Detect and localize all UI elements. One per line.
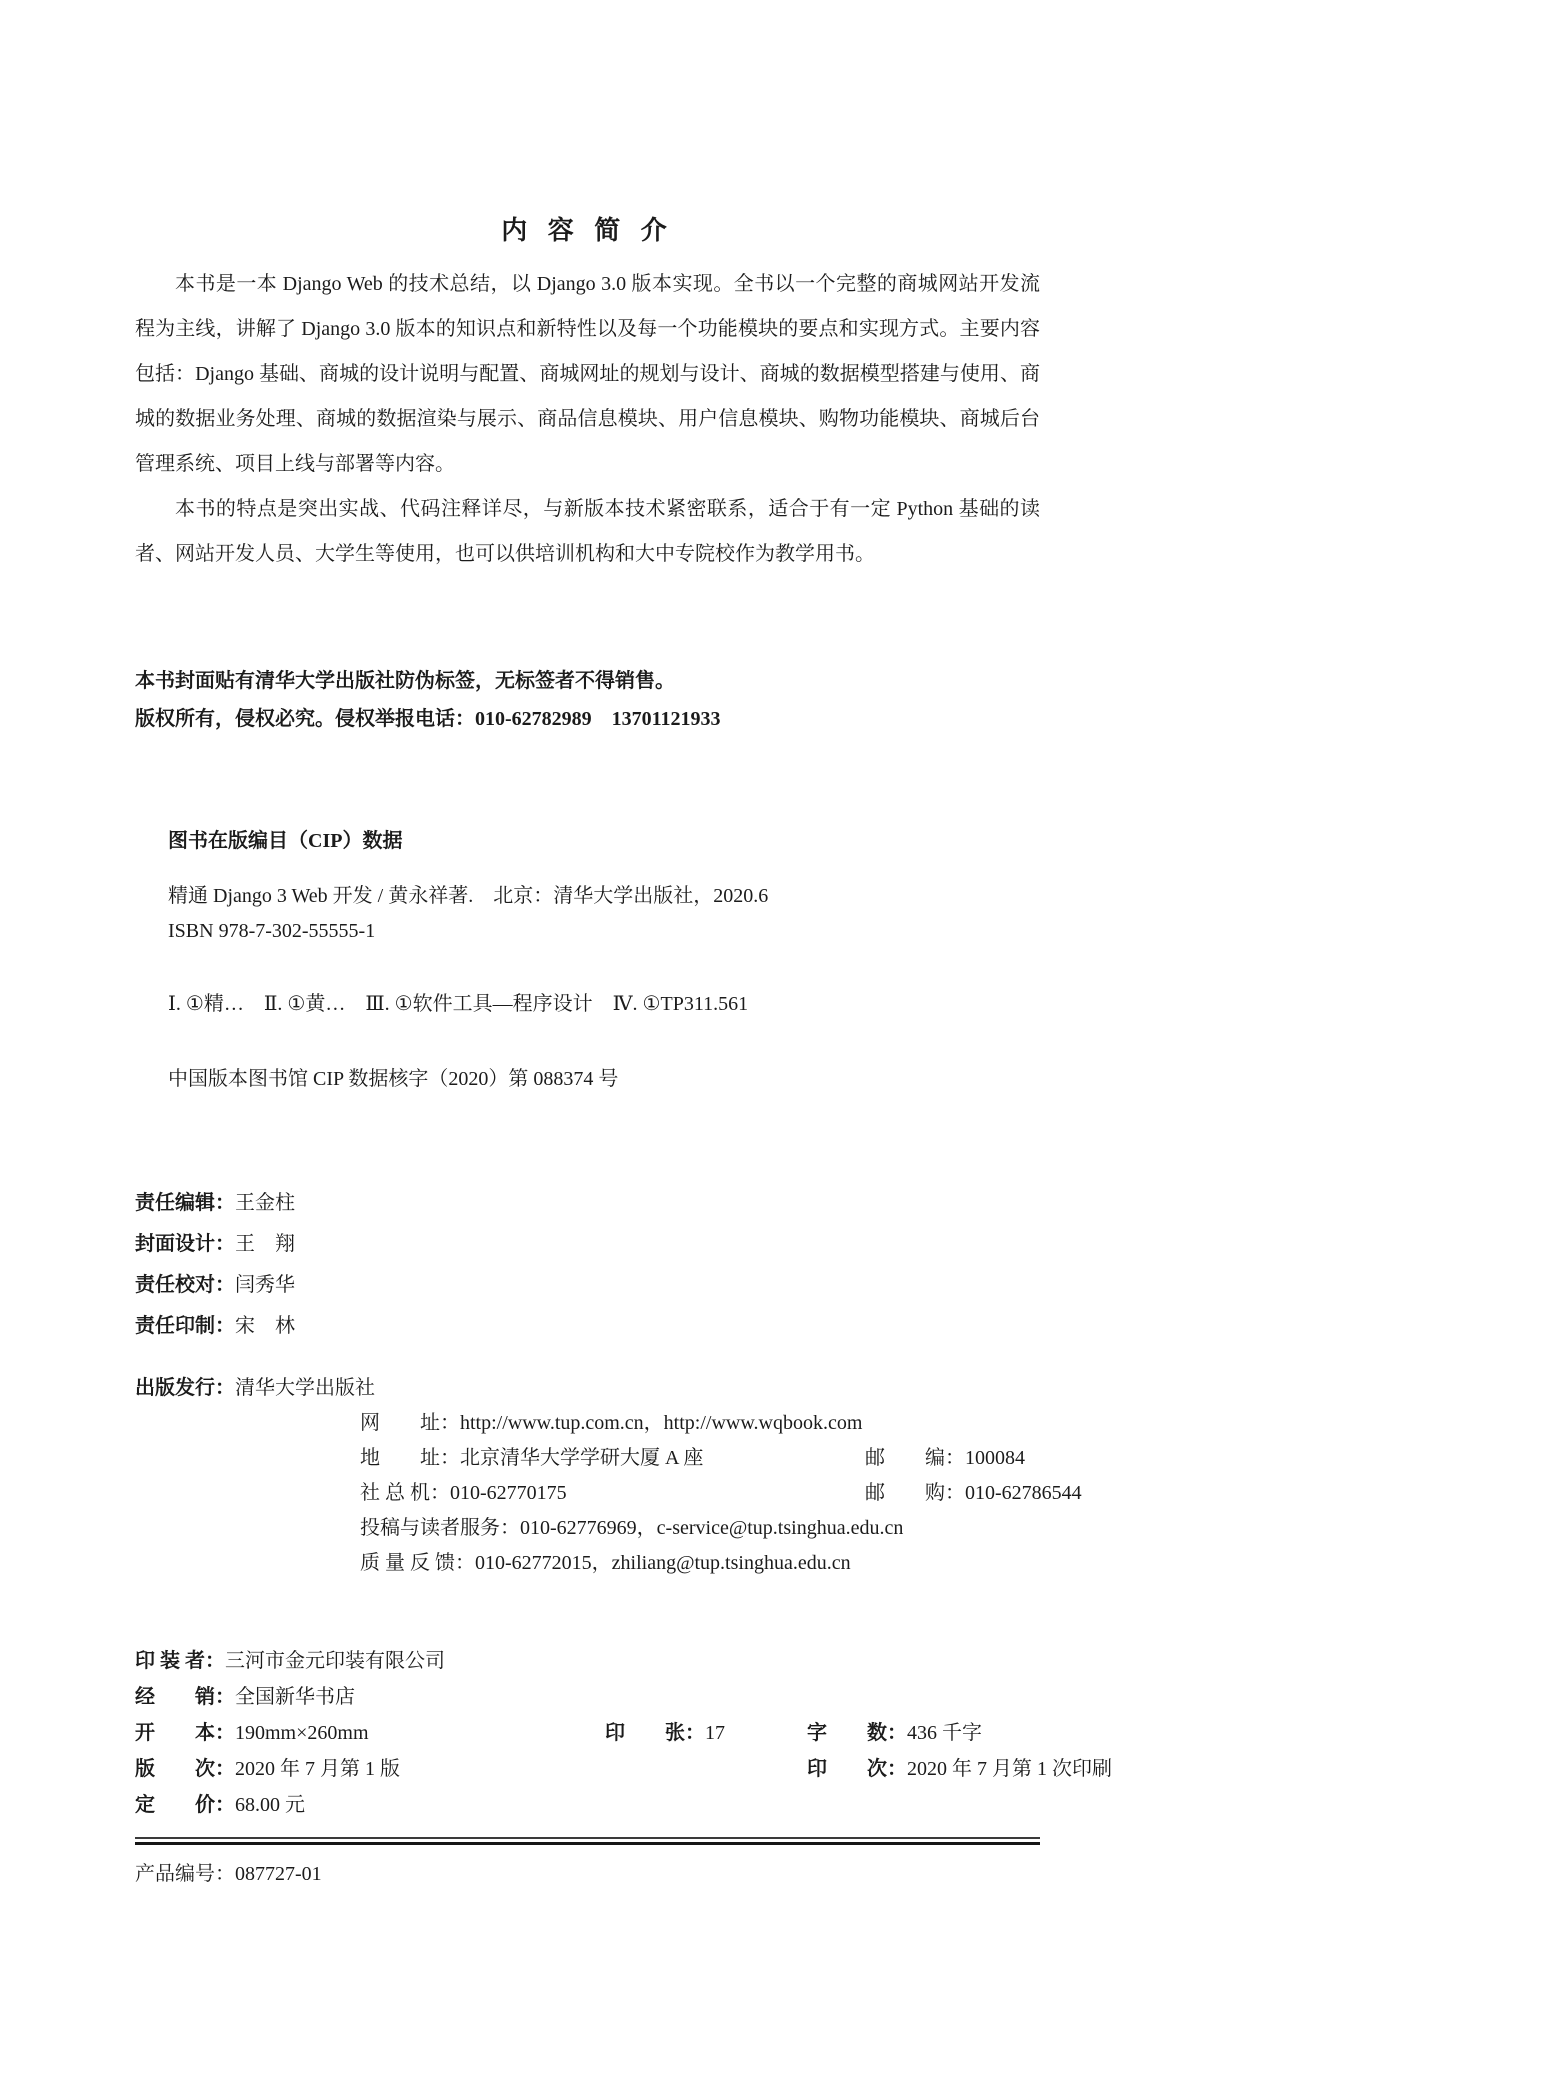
credit-value: 王金柱 <box>235 1192 295 1214</box>
publisher-main-row <box>135 1371 1040 1406</box>
publisher-label: 出版发行： <box>135 1377 235 1399</box>
printer-value: 三河市金元印装有限公司 <box>225 1650 445 1672</box>
colophon-row-printer <box>135 1643 1040 1679</box>
credit-value: 闫秀华 <box>235 1274 295 1296</box>
website-label: 网 址： <box>360 1412 460 1434</box>
publisher-row-address <box>135 1441 1040 1476</box>
impression-label: 印 次： <box>807 1758 907 1780</box>
distributor-value: 全国新华书店 <box>235 1686 355 1708</box>
website-value: http://www.tup.com.cn，http://www.wqbook.com <box>460 1412 863 1434</box>
mailorder-label: 邮 购： <box>865 1482 965 1504</box>
product-number-label: 产品编号： <box>135 1863 235 1885</box>
printer-label: 印 装 者： <box>135 1650 225 1672</box>
publisher-row-quality-feedback <box>135 1546 1040 1581</box>
wordcount-value: 436 千字 <box>907 1722 982 1744</box>
price-label: 定 价： <box>135 1794 235 1816</box>
switchboard-value: 010-62770175 <box>450 1482 567 1504</box>
edition-label: 版 次： <box>135 1758 235 1780</box>
colophon-block <box>135 1643 1112 1823</box>
publisher-block <box>135 1371 1082 1581</box>
content-column <box>135 0 1112 1886</box>
switchboard-label: 社 总 机： <box>360 1482 450 1504</box>
colophon-row-distributor <box>135 1679 1040 1715</box>
edition-value: 2020 年 7 月第 1 版 <box>235 1758 400 1780</box>
credit-label: 责任编辑： <box>135 1192 235 1214</box>
quality-feedback-value: 010-62772015，zhiliang@tup.tsinghua.edu.cn <box>475 1552 851 1574</box>
quality-feedback-label: 质 量 反 馈： <box>360 1552 475 1574</box>
publisher-row-switchboard <box>135 1476 1082 1511</box>
product-number-value: 087727-01 <box>235 1863 322 1885</box>
credits-block <box>135 1183 1040 1347</box>
product-number <box>135 1857 1040 1886</box>
colophon-row-edition <box>135 1751 1112 1787</box>
sheets-value: 17 <box>705 1722 725 1744</box>
notice-line-1: 本书封面贴有清华大学出版社防伪标签，无标签者不得销售。 <box>135 670 675 692</box>
colophon-row-price <box>135 1787 1040 1823</box>
impression-cell <box>807 1751 1112 1787</box>
cip-registry: 中国版本图书馆 CIP 数据核字（2020）第 088374 号 <box>168 1068 619 1090</box>
postcode-label: 邮 编： <box>865 1447 965 1469</box>
credit-label: 封面设计： <box>135 1233 235 1255</box>
cip-heading: 图书在版编目（CIP）数据 <box>168 830 403 852</box>
credit-label: 责任印制： <box>135 1315 235 1337</box>
notice-line-2: 版权所有，侵权必究。侵权举报电话：010-62782989 13701121933 <box>135 708 721 730</box>
distributor-label: 经 销： <box>135 1686 235 1708</box>
wordcount-cell <box>807 1715 982 1751</box>
credit-row-print-supervisor <box>135 1306 1040 1347</box>
cip-classification: Ⅰ. ①精… Ⅱ. ①黄… Ⅲ. ①软件工具—程序设计 Ⅳ. ①TP311.561 <box>168 993 749 1015</box>
impression-value: 2020 年 7 月第 1 次印刷 <box>907 1758 1112 1780</box>
page-title: 内 容 简 介 <box>501 216 674 245</box>
publisher-row-website <box>135 1406 1040 1441</box>
publisher-name: 清华大学出版社 <box>235 1377 375 1399</box>
format-value: 190mm×260mm <box>235 1722 369 1744</box>
intro-paragraph-1: 本书是一本 Django Web 的技术总结，以 Django 3.0 版本实现。全书以一个完整的商城网站开发流程为主线，讲解了 Django 3.0 版本的知识点和新特性以及每一个功能模块的要点和实现方式。主要内容包括：Django 基础、商城的设计说明与配置、商城网址的规划与设计、商城的数据模型搭建与使用、商城的数据业务处理、商城的数据渲染与展示、商品信息模块、用户信息模块、购物功能模块、商城后台管理系统、项目上线与部署等内容。 <box>135 273 1040 475</box>
colophon-row-format <box>135 1715 1040 1751</box>
cip-block <box>135 824 1040 1091</box>
divider-rule <box>135 1837 1040 1845</box>
anti-piracy-notice <box>135 662 1040 738</box>
intro-paragraph-2: 本书的特点是突出实战、代码注释详尽，与新版本技术紧密联系，适合于有一定 Python 基础的读者、网站开发人员、大学生等使用，也可以供培训机构和大中专院校作为教学用书。 <box>135 498 1040 565</box>
credit-value: 宋 林 <box>235 1315 295 1337</box>
sheets-cell <box>605 1715 725 1751</box>
postcode-value: 100084 <box>965 1447 1025 1469</box>
credit-value: 王 翔 <box>235 1233 295 1255</box>
address-label: 地 址： <box>360 1447 460 1469</box>
cip-isbn: ISBN 978-7-302-55555-1 <box>168 920 376 942</box>
credit-label: 责任校对： <box>135 1274 235 1296</box>
wordcount-label: 字 数： <box>807 1722 907 1744</box>
credit-row-editor <box>135 1183 1040 1224</box>
sheets-label: 印 张： <box>605 1722 705 1744</box>
cip-entry: 精通 Django 3 Web 开发 / 黄永祥著. 北京：清华大学出版社，2020.6 <box>168 885 769 907</box>
reader-service-value: 010-62776969，c-service@tup.tsinghua.edu.cn <box>520 1517 904 1539</box>
mailorder-cell <box>865 1476 1082 1511</box>
address-value: 北京清华大学学研大厦 A 座 <box>460 1447 704 1469</box>
credit-row-proofreader <box>135 1265 1040 1306</box>
reader-service-label: 投稿与读者服务： <box>360 1517 520 1539</box>
credit-row-cover-design <box>135 1224 1040 1265</box>
format-label: 开 本： <box>135 1722 235 1744</box>
mailorder-value: 010-62786544 <box>965 1482 1082 1504</box>
price-value: 68.00 元 <box>235 1794 305 1816</box>
publisher-row-reader-service <box>135 1511 1040 1546</box>
postcode-cell <box>865 1441 1025 1476</box>
